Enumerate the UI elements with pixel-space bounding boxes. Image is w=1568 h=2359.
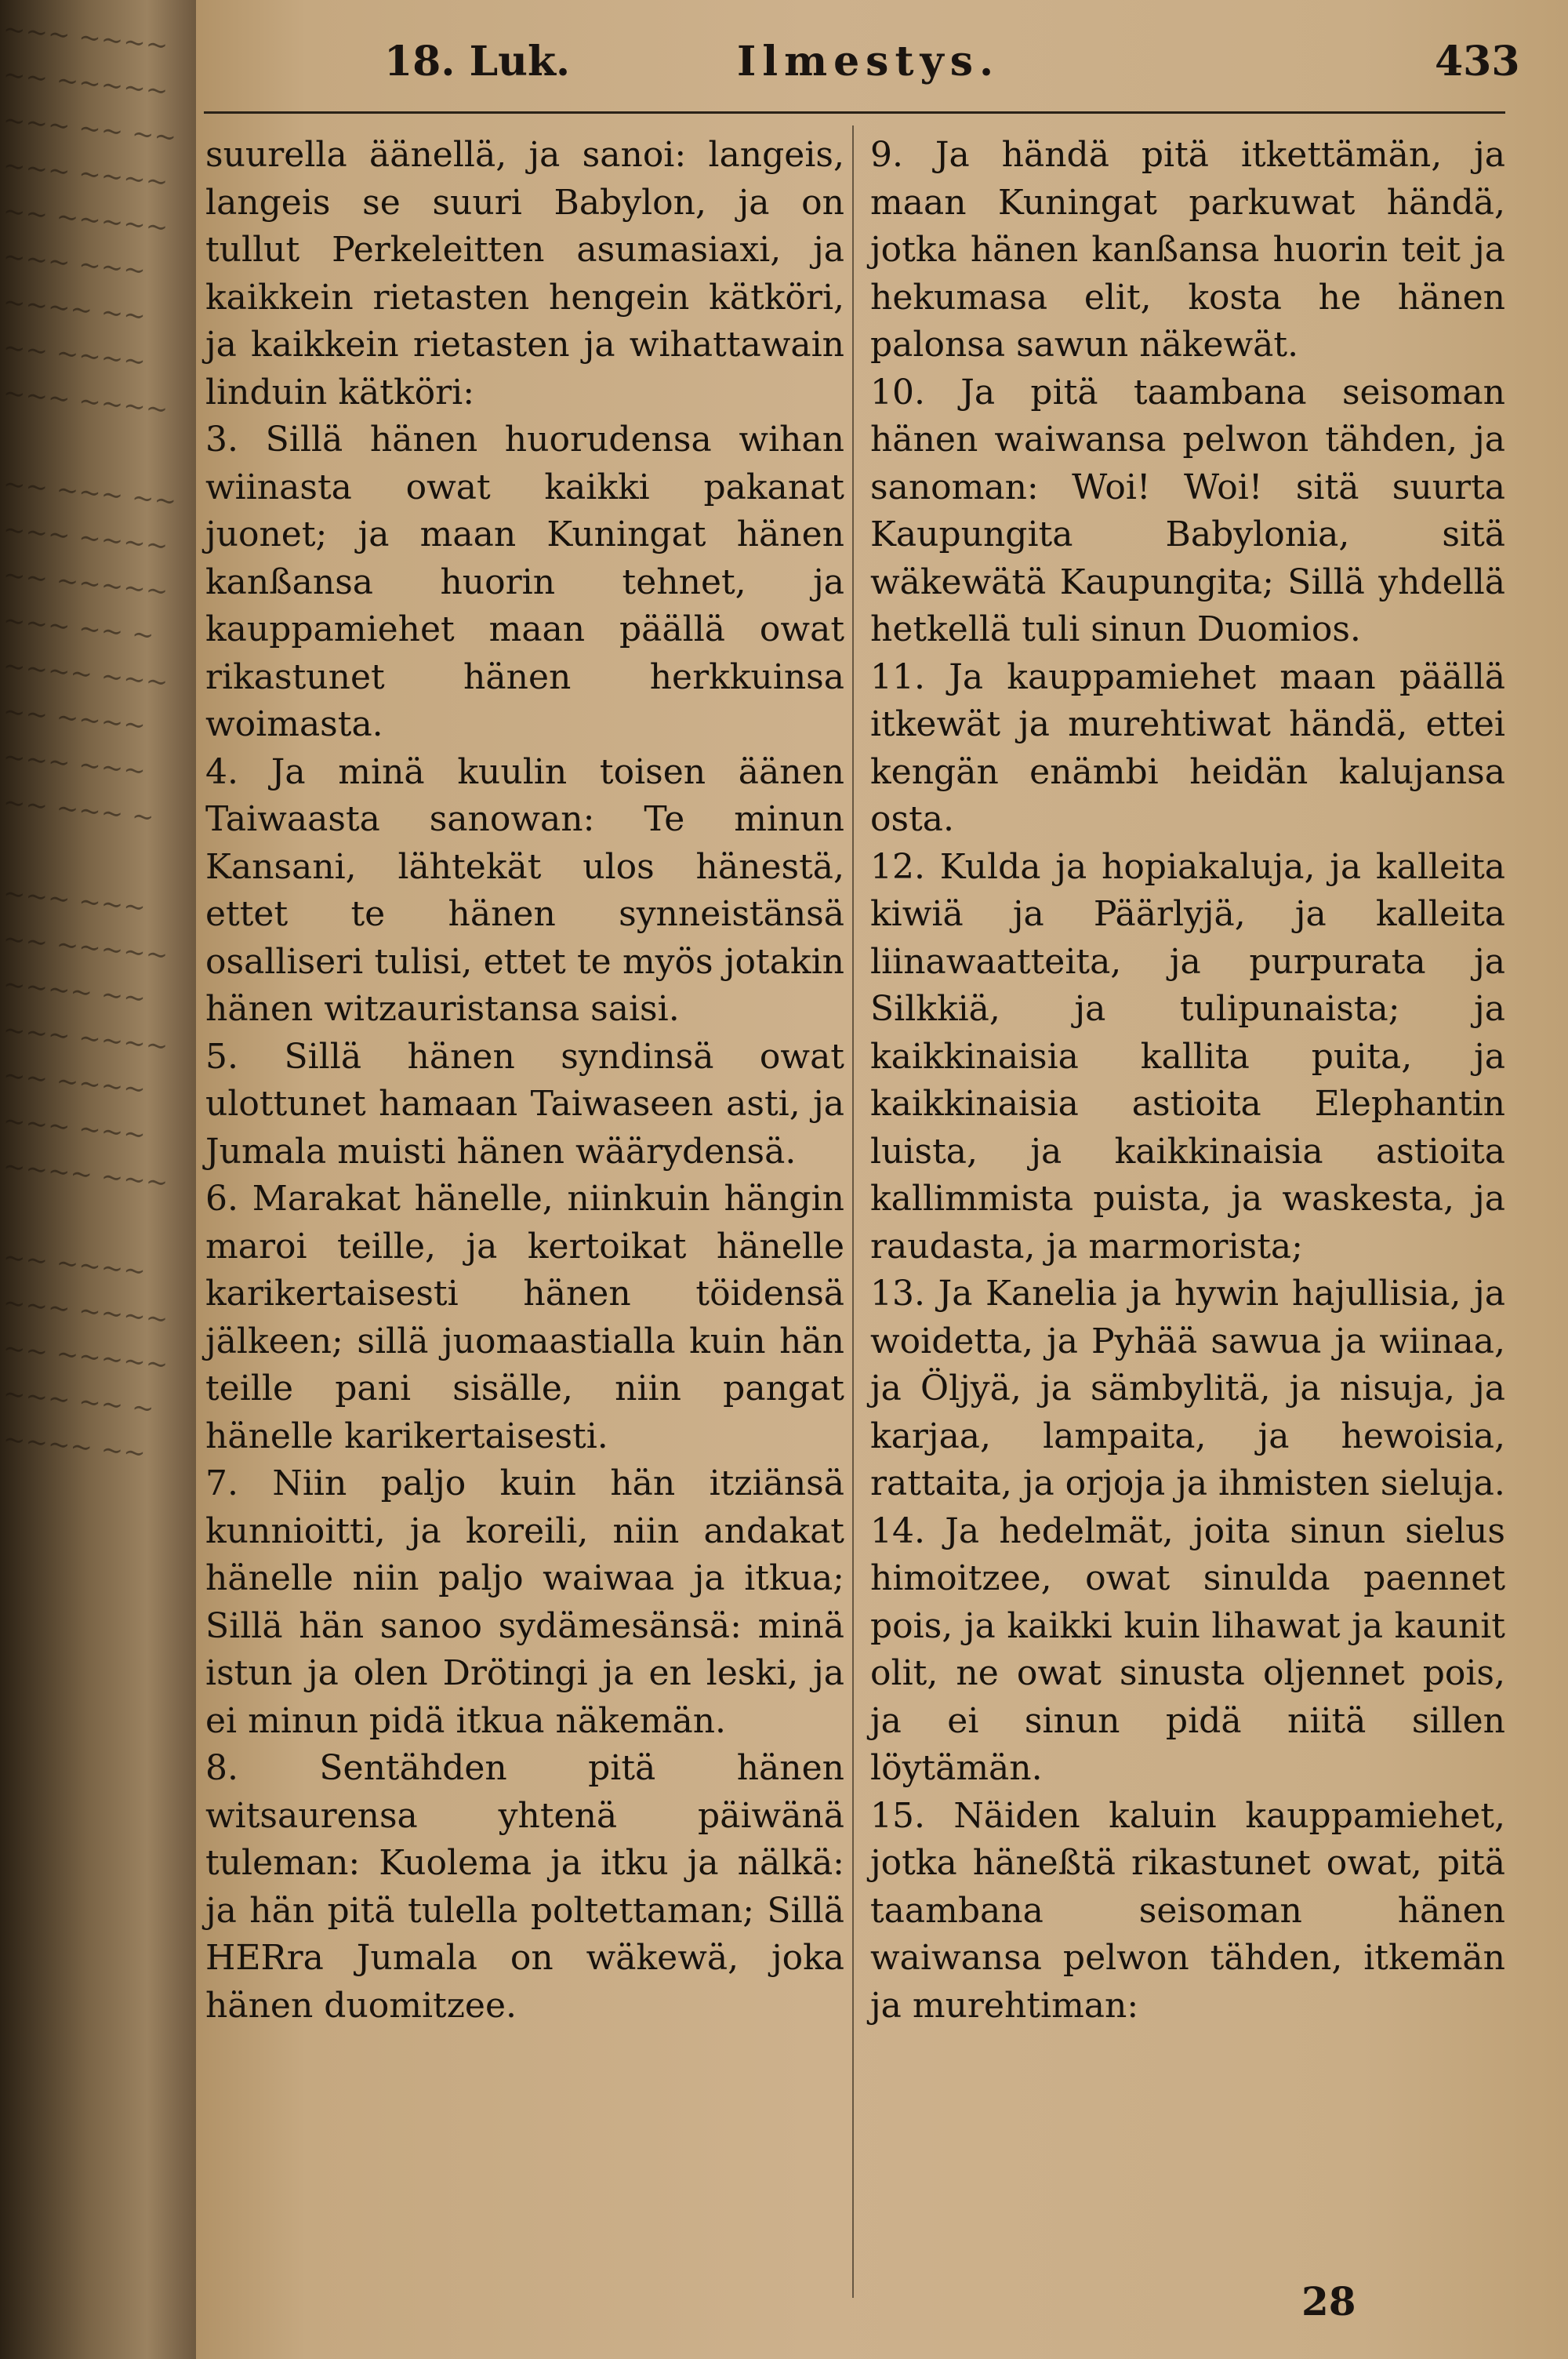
- verse-11: 11. Ja kauppamiehet maan päällä itkewät ja murehtiwat händä, ettei kengän enämbi heidän kalujansa osta.: [870, 656, 1505, 839]
- verse-13: 13. Ja Kanelia ja hywin hajullisia, ja woidetta, ja Pyhää sawua ja wiinaa, ja Öljyä, ja sämbylitä, ja nisuja, ja karjaa, lampaita, ja hewoisia, rattaita, ja orjoja ja ihmisten sieluja.: [870, 1274, 1505, 1503]
- book-title: Ilmestys.: [737, 38, 1000, 85]
- verse-3: 3. Sillä hänen huorudensa wihan wiinasta owat kaikki pakanat juonet; ja maan Kuningat hänen kanßansa huorin tehnet, ja kauppamiehet maan päällä owat rikastunet hänen herkkuinsa woimasta.: [205, 420, 844, 744]
- right-column: [870, 132, 1505, 2030]
- verse-10: 10. Ja pitä taambana seisoman hänen waiwansa pelwon tähden, ja sanoman: Woi! Woi! sitä suurta Kaupungita Babylonia, sitä wäkewätä Kaupungita; Sillä yhdellä hetkellä tuli sinun Duomios.: [870, 372, 1505, 649]
- verse-6: 6. Marakat hänelle, niinkuin hängin maroi teille, ja kertoikat hänelle karikertaisesti hänen töidensä jälkeen; sillä juomaastialla kuin hän teille pani sisälle, niin pangat hänelle karikertaisesti.: [205, 1179, 844, 1456]
- verse-12: 12. Kulda ja hopiakaluja, ja kalleita kiwiä ja Päärlyjä, ja kalleita liinawaatteita, ja purpurata ja Silkkiä, ja tulipunaista; ja kaikkinaisia kallita puita, ja kaikkinaisia astioita Elephantin luista, ja kaikkinaisia astioita kallimmista puista, ja waskesta, ja raudasta, ja marmorista;: [870, 846, 1505, 1267]
- header-rule: [204, 111, 1505, 114]
- page-number: 433: [1435, 38, 1520, 85]
- chapter-label: 18. Luk.: [384, 38, 571, 85]
- book-page: [196, 0, 1568, 2359]
- signature-mark: 28: [1301, 2278, 1356, 2324]
- verse-7: 7. Niin paljo kuin hän itziänsä kunnioitti, ja koreili, niin andakat hänelle niin paljo waiwaa ja itkua; Sillä hän sanoo sydämesänsä: minä istun ja olen Drötingi ja en leski, ja ei minun pidä itkua näkemän.: [205, 1463, 844, 1741]
- facing-page-bleed-text: ~~~ ~~~~ ~~ ~~~~~ ~~~ ~~ ~~ ~~~ ~~~~ ~~ ~~~~~ ~~~ ~~~ ~~~~ ~~ ~~ ~~~~ ~~~ ~~~~ ~~ ~~~ ~~ ~~~ ~~~~ ~~ ~~~~~ ~~~ ~~ ~ ~~~~ ~~~ ~~ ~~~~ ~~~ ~~~ ~~ ~~~ ~ ~~~ ~~~ ~~ ~~~~~ ~~~~ ~~ ~~~ ~~~~ ~~ ~~~~ ~~~ ~~~ ~~~~ ~~~ ~~ ~~~~ ~~~ ~~~~ ~~ ~~~~~ ~~~ ~~ ~ ~~~~ ~~: [3, 13, 177, 1470]
- verse-2-continued: suurella äänellä, ja sanoi: langeis, langeis se suuri Babylon, ja on tullut Perkeleitten asumasiaxi, ja kaikkein rietasten hengein kätköri, ja kaikkein rietasten ja wihattawain linduin kätköri:: [205, 135, 844, 413]
- facing-page-edge: [0, 0, 196, 2359]
- verse-4: 4. Ja minä kuulin toisen äänen Taiwaasta sanowan: Te minun Kansani, lähtekät ulos hänestä, ettet te hänen synneistänsä osalliseri tulisi, ettet te myös jotakin hänen witzauristansa saisi.: [205, 751, 844, 1029]
- column-divider: [852, 125, 854, 2298]
- left-column: [205, 132, 844, 2030]
- running-header: [196, 38, 1568, 108]
- verse-14: 14. Ja hedelmät, joita sinun sielus himoitzee, owat sinulda paennet pois, ja kaikki kuin lihawat ja kaunit olit, ne owat sinusta oljennet pois, ja ei sinun pidä niitä sillen löytämän.: [870, 1510, 1505, 1788]
- verse-5: 5. Sillä hänen syndinsä owat ulottunet hamaan Taiwaseen asti, ja Jumala muisti hänen wäärydensä.: [205, 1036, 844, 1172]
- verse-9: 9. Ja händä pitä itkettämän, ja maan Kuningat parkuwat händä, jotka hänen kanßansa huorin teit ja hekumasa elit, kosta he hänen palonsa sawun näkewät.: [870, 135, 1505, 365]
- verse-8: 8. Sentähden pitä hänen witsaurensa yhtenä päiwänä tuleman: Kuolema ja itku ja nälkä: ja hän pitä tulella poltettaman; Sillä HERra Jumala on wäkewä, joka hänen duomitzee.: [205, 1748, 844, 2026]
- verse-15: 15. Näiden kaluin kauppamiehet, jotka häneßtä rikastunet owat, pitä taambana seisoman hänen waiwansa pelwon tähden, itkemän ja murehtiman:: [870, 1795, 1505, 2026]
